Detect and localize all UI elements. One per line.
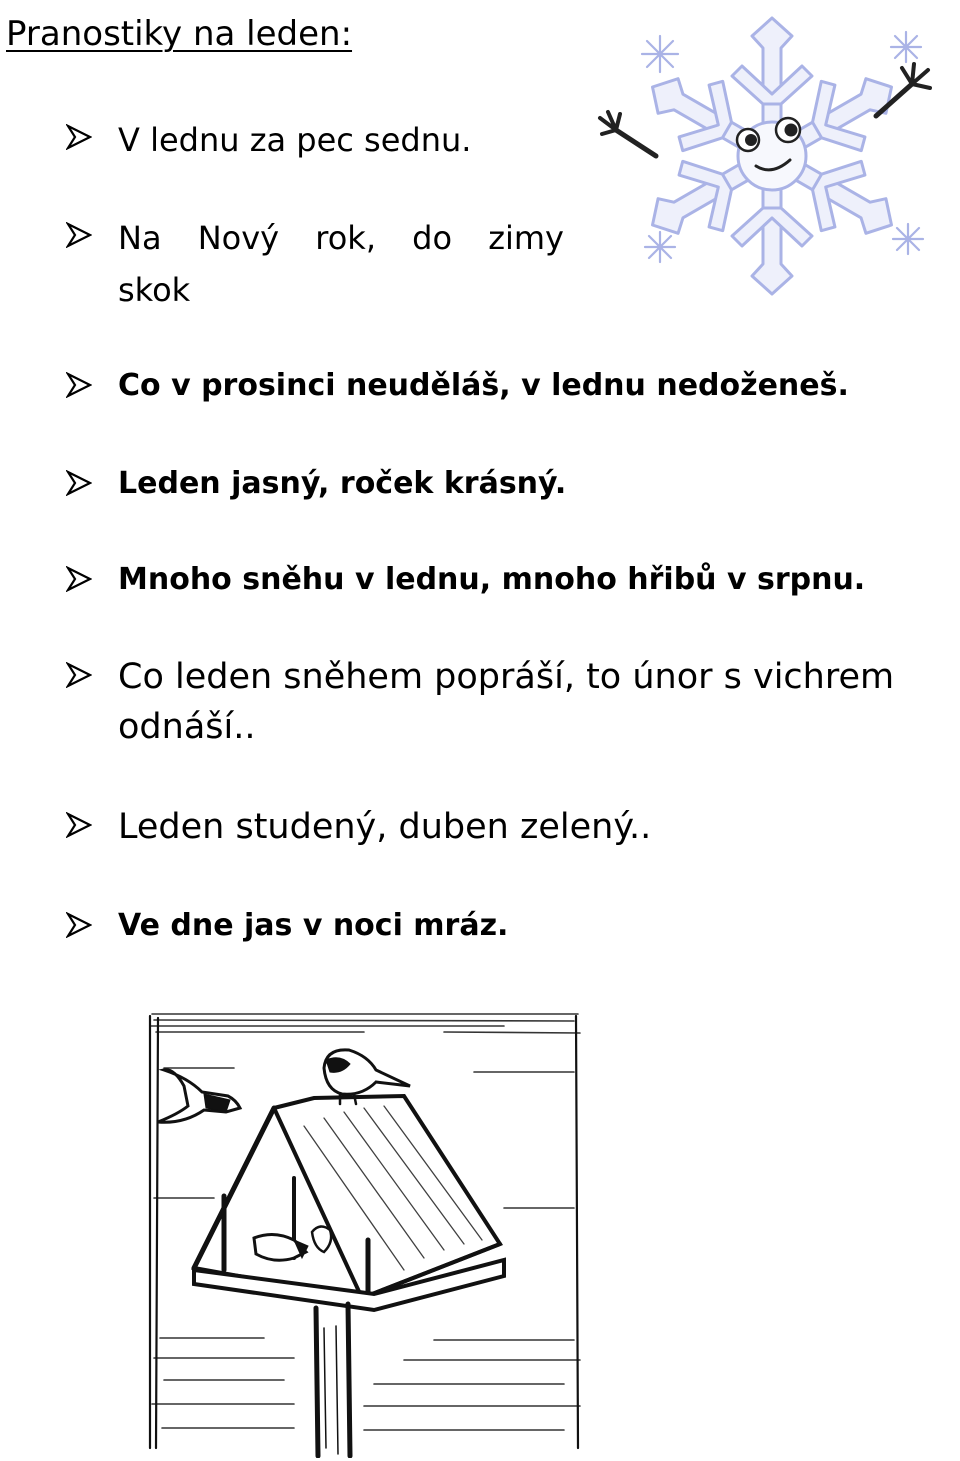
arrowhead-bullet-icon	[66, 812, 92, 838]
proverb-text	[118, 212, 564, 316]
proverb-text: Leden studený, duben zelený..	[118, 807, 652, 847]
proverb-text: Co v prosinci neuděláš, v lednu nedoženeš.	[118, 368, 849, 403]
proverb-line: skok	[118, 271, 191, 309]
page-title: Pranostiky na leden:	[6, 14, 353, 54]
proverb-text: Mnoho sněhu v lednu, mnoho hřibů v srpnu.	[118, 562, 866, 597]
proverb-text	[118, 652, 894, 752]
arrowhead-bullet-icon	[66, 662, 92, 688]
proverb-word: zimy	[488, 219, 564, 257]
proverb-word: Nový	[197, 219, 280, 257]
proverb-line: odnáší..	[118, 707, 256, 747]
smiling-snowflake-illustration	[596, 6, 952, 300]
proverb-text: V lednu za pec sednu.	[118, 121, 472, 159]
arrowhead-bullet-icon	[66, 912, 92, 938]
proverb-line	[118, 212, 564, 264]
proverb-word: do	[412, 219, 453, 257]
arrowhead-bullet-icon	[66, 372, 92, 398]
proverb-line: Co leden sněhem popráší, to únor s vichrem	[118, 657, 895, 697]
arrowhead-bullet-icon	[66, 124, 92, 150]
arrowhead-bullet-icon	[66, 470, 92, 496]
proverb-word: rok,	[315, 219, 376, 257]
proverb-text: Leden jasný, roček krásný.	[118, 466, 567, 501]
arrowhead-bullet-icon	[66, 566, 92, 592]
arrowhead-bullet-icon	[66, 222, 92, 248]
proverb-text: Ve dne jas v noci mráz.	[118, 908, 509, 943]
proverb-word: Na	[118, 219, 162, 257]
bird-feeder-illustration	[144, 1008, 584, 1458]
